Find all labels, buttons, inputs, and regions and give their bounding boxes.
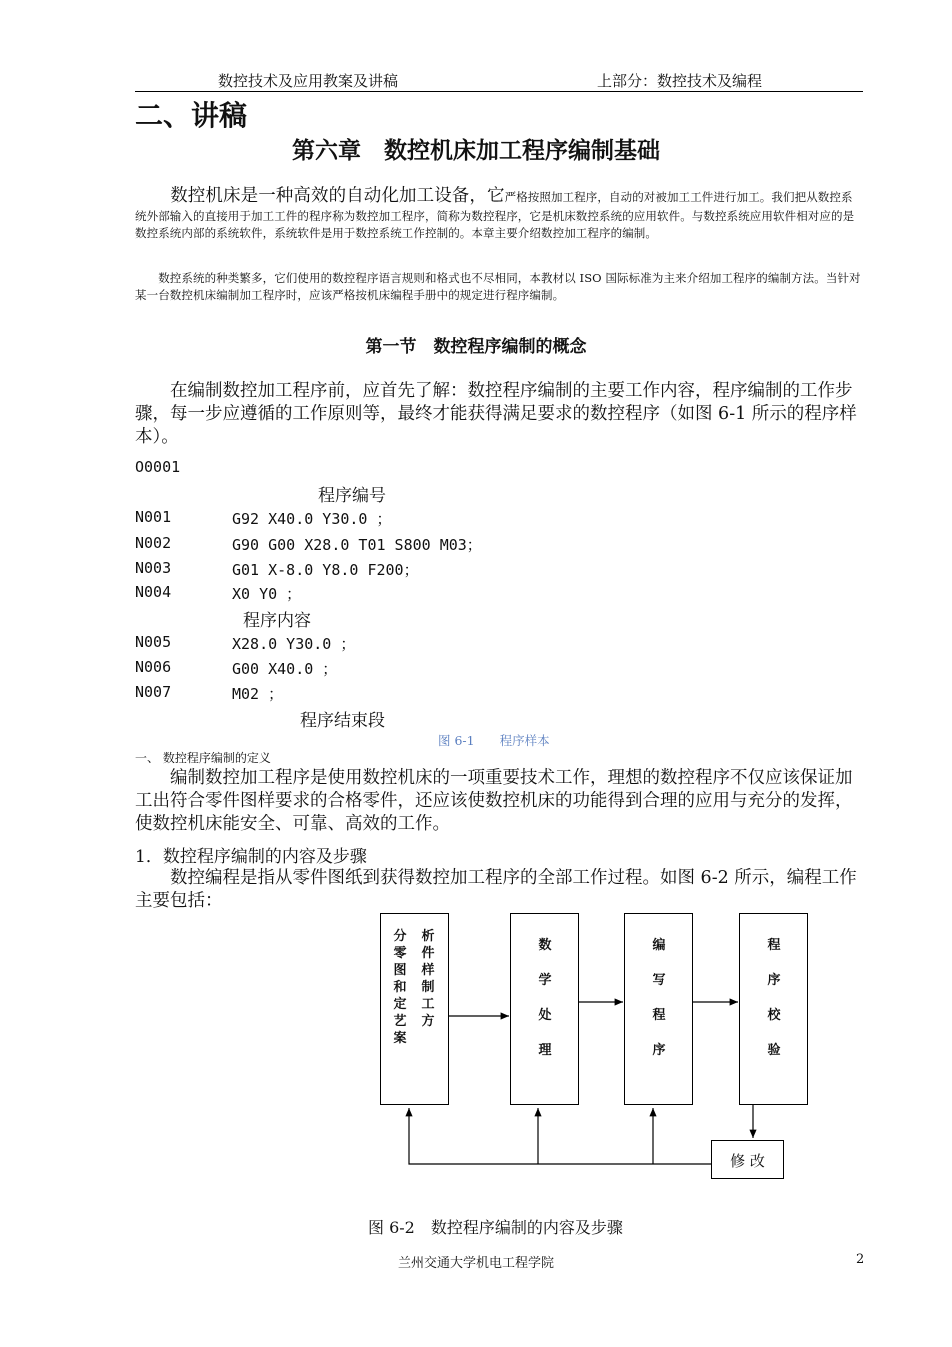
box-write-text: 编写程序 bbox=[652, 938, 666, 1058]
intro-lead: 数控机床是一种高效的自动化加工设备，它 bbox=[135, 186, 505, 206]
footer-institution: 兰州交通大学机电工程学院 bbox=[398, 1256, 555, 1271]
intro-paragraph-2: 数控系统的种类繁多，它们使用的数控程序语言规则和格式也不尽相同，本教材以 ISO 国际标准为主来介绍加工程序的编制方法。当针对某一台数控机床编制加工程序时，应该严格按机床编程手册中的规定进行程序编制。 bbox=[135, 271, 861, 302]
label-program-end: 程序结束段 bbox=[300, 711, 385, 731]
line-number: N001 bbox=[135, 508, 172, 526]
definition-paragraph: 编制数控加工程序是使用数控机床的一项重要技术工作，理想的数控程序不仅应该保证加工出符合零件图样要求的合格零件，还应该使数控机床的功能得到合理的应用与充分的发挥，使数控机床能安全、可靠、高效的工作。 bbox=[135, 768, 853, 834]
program-number: O0001 bbox=[135, 458, 181, 476]
definition-heading: 一、 数控程序编制的定义 bbox=[135, 751, 271, 765]
box-write-program bbox=[624, 913, 693, 1105]
line-code: X0 Y0 ； bbox=[232, 585, 302, 603]
box-analysis bbox=[380, 913, 449, 1105]
box-analysis-col2: 析件样制工方 bbox=[421, 929, 435, 1029]
box-modify bbox=[711, 1140, 784, 1179]
box-math-processing bbox=[510, 913, 579, 1105]
label-program-number: 程序编号 bbox=[318, 486, 386, 506]
line-number: N006 bbox=[135, 658, 172, 676]
line-number: N002 bbox=[135, 534, 172, 552]
box-modify-text: 修 改 bbox=[730, 1152, 765, 1170]
line-number: N007 bbox=[135, 683, 172, 701]
line-code: G00 X40.0 ； bbox=[232, 660, 338, 678]
chapter-title: 第六章 数控机床加工程序编制基础 bbox=[292, 137, 660, 164]
line-code: G90 G00 X28.0 T01 S800 M03； bbox=[232, 536, 482, 554]
lecture-heading: 二、讲稿 bbox=[135, 99, 248, 132]
line-code: X28.0 Y30.0 ； bbox=[232, 635, 356, 653]
line-code: M02 ； bbox=[232, 685, 284, 703]
figure-2-caption: 图 6-2 数控程序编制的内容及步骤 bbox=[368, 1218, 623, 1237]
header-right: 上部分：数控技术及编程 bbox=[597, 72, 763, 90]
header-left: 数控技术及应用教案及讲稿 bbox=[218, 72, 399, 90]
box-math-text: 数学处理 bbox=[538, 938, 552, 1058]
line-code: G92 X40.0 Y30.0 ； bbox=[232, 510, 392, 528]
box-verify-text: 程序校验 bbox=[767, 938, 781, 1058]
line-code: G01 X-8.0 Y8.0 F200； bbox=[232, 561, 419, 579]
intro-rest: 严格按照加工程序，自动的对被加工工件进行加工。我们把从数控系统外部输入的直接用于加工工件的程序称为数控加工程序，简称为数控程序，它是机床数控系统的应用软件。与数控系统应用软件相对应的是数控系统内部的系统软件，系统软件是用于数控系统工作控制的。本章主要介绍数控加工程序的编制。 bbox=[135, 190, 855, 240]
line-number: N003 bbox=[135, 559, 172, 577]
line-number: N005 bbox=[135, 633, 172, 651]
box-analysis-col1: 分零图和定艺案 bbox=[393, 929, 407, 1046]
section-intro: 在编制数控加工程序前，应首先了解：数控程序编制的主要工作内容，程序编制的工作步骤，每一步应遵循的工作原则等，最终才能获得满足要求的数控程序（如图 6-1 所示的程序样本）。 bbox=[135, 381, 857, 447]
feedback-to-analysis bbox=[409, 1108, 711, 1164]
page-number: 2 bbox=[856, 1252, 865, 1267]
subsection-heading: 1．数控程序编制的内容及步骤 bbox=[135, 847, 367, 867]
box-verify-program bbox=[739, 913, 808, 1105]
section-title: 第一节 数控程序编制的概念 bbox=[365, 337, 587, 357]
figure-1-caption: 图 6-1 程序样本 bbox=[438, 733, 550, 748]
subsection-paragraph: 数控编程是指从零件图纸到获得数控加工程序的全部工作过程。如图 6-2 所示，编程工作主要包括： bbox=[135, 868, 857, 911]
label-program-content: 程序内容 bbox=[243, 611, 311, 631]
line-number: N004 bbox=[135, 583, 172, 601]
